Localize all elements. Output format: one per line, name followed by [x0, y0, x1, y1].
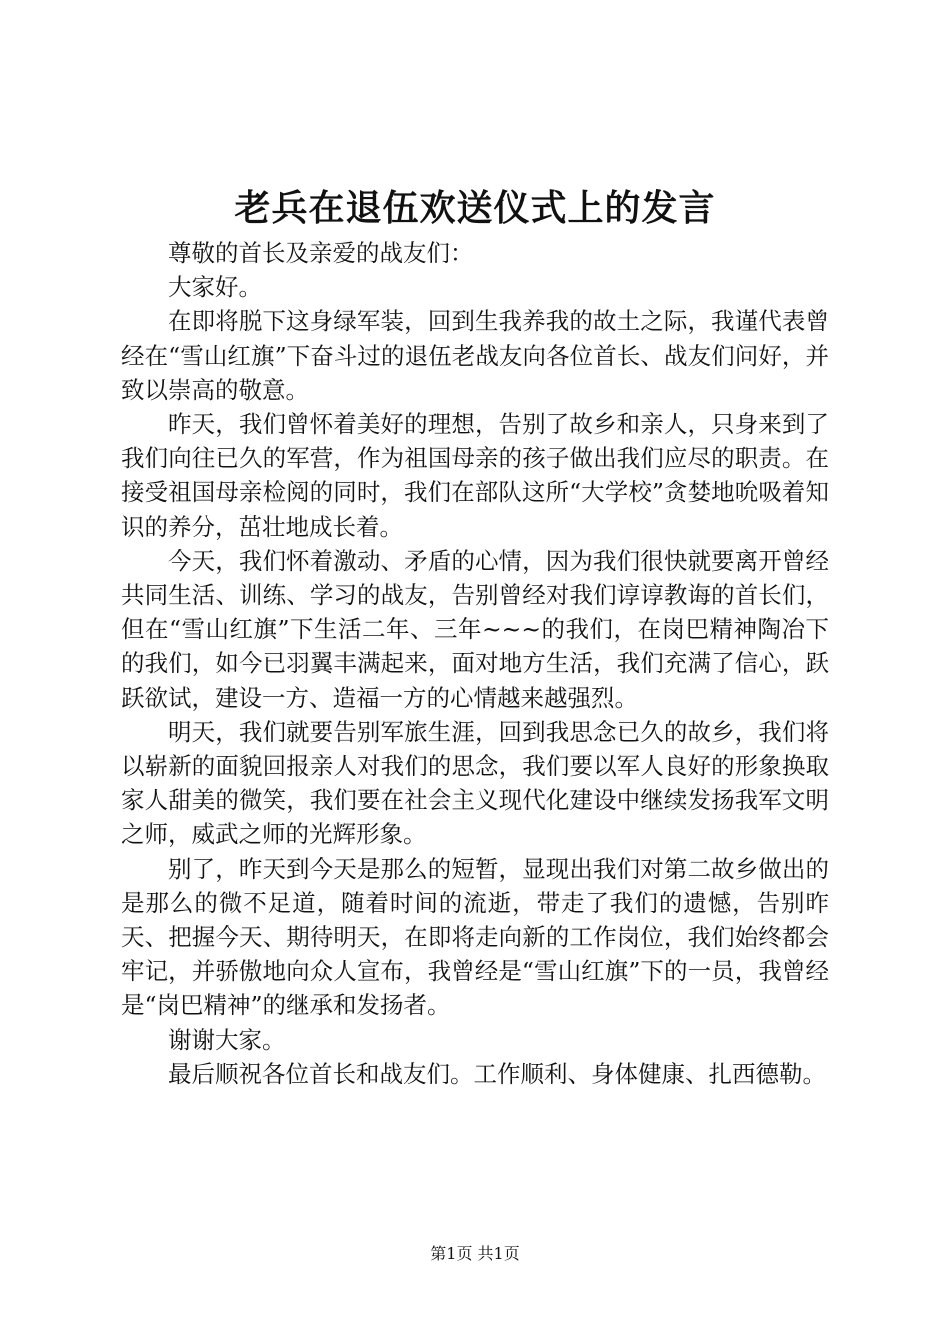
body-paragraph: 别了，昨天到今天是那么的短暂，显现出我们对第二故乡做出的是那么的微不足道，随着时间的流逝，带走了我们的遗憾，告别昨天、把握今天、期待明天，在即将走向新的工作岗位，我们始终都会牢记，并骄傲地向众人宣布，我曾经是“雪山红旗”下的一员，我曾经是“岗巴精神”的继承和发扬者。	[121, 854, 829, 1020]
page-number: 第1页 共1页	[430, 1244, 520, 1263]
body-paragraph: 昨天，我们曾怀着美好的理想，告别了故乡和亲人，只身来到了我们向往已久的军营，作为祖国母亲的孩子做出我们应尽的职责。在接受祖国母亲检阅的同时，我们在部队这所“大学校”贪婪地吮吸着知识的养分，茁壮地成长着。	[121, 410, 829, 541]
document-body	[121, 236, 829, 1091]
hello-paragraph: 大家好。	[168, 273, 262, 302]
thanks-paragraph: 谢谢大家。	[168, 1025, 286, 1054]
closing-paragraph: 最后顺祝各位首长和战友们。工作顺利、身体健康、扎西德勒。	[168, 1059, 826, 1088]
body-paragraph: 明天，我们就要告别军旅生涯，回到我思念已久的故乡，我们将以崭新的面貌回报亲人对我们的思念，我们要以军人良好的形象换取家人甜美的微笑，我们要在社会主义现代化建设中继续发扬我军文明之师，威武之师的光辉形象。	[121, 717, 829, 849]
document-title: 老兵在退伍欢送仪式上的发言	[234, 187, 716, 229]
greeting-paragraph: 尊敬的首长及亲爱的战友们：	[168, 239, 474, 267]
body-paragraph: 在即将脱下这身绿军装，回到生我养我的故土之际，我谨代表曾经在“雪山红旗”下奋斗过的退伍老战友向各位首长、战友们问好，并致以崇高的敬意。	[121, 307, 829, 404]
body-paragraph: 今天，我们怀着激动、矛盾的心情，因为我们很快就要离开曾经共同生活、训练、学习的战友，告别曾经对我们谆谆教诲的首长们，但在“雪山红旗”下生活二年、三年~~~的我们，在岗巴精神陶冶下的我们，如今已羽翼丰满起来，面对地方生活，我们充满了信心，跃跃欲试，建设一方、造福一方的心情越来越强烈。	[121, 546, 829, 712]
